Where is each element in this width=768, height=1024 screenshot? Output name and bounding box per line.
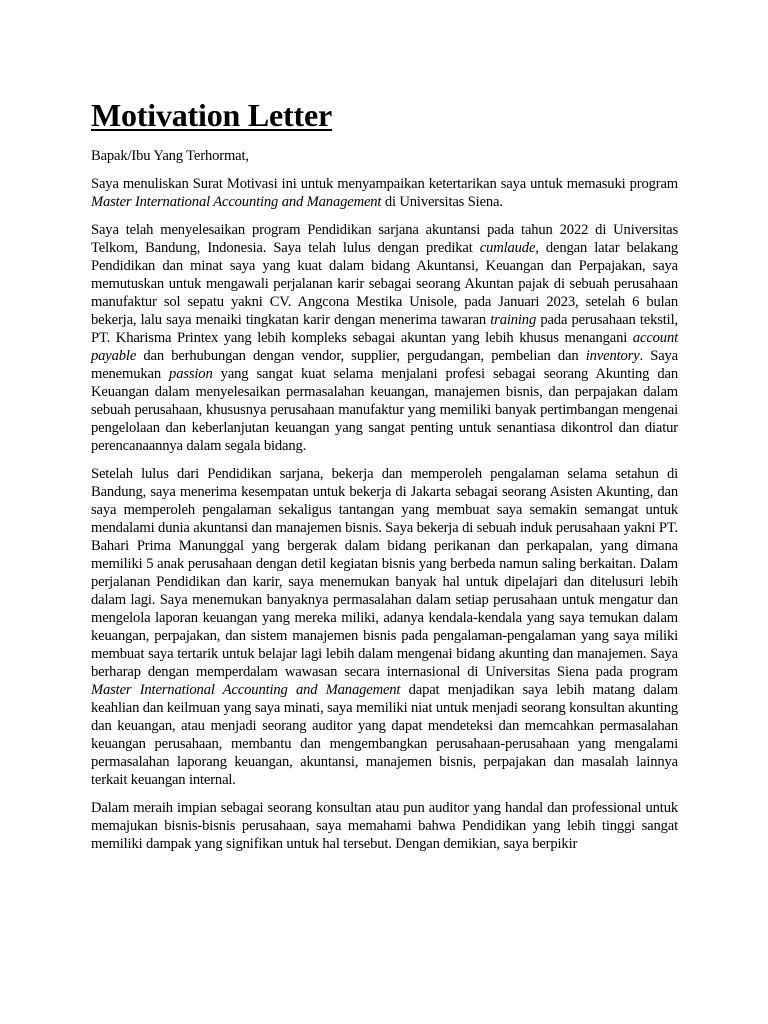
- body-paragraph: [91, 465, 678, 789]
- paragraph-text: Saya menuliskan Surat Motivasi ini untuk menyampaikan ketertarikan saya untuk memasuki program: [91, 176, 678, 192]
- italic-text: passion: [169, 366, 213, 382]
- paragraph-text: di Universitas Siena.: [381, 194, 503, 210]
- italic-text: cumlaude,: [479, 240, 539, 256]
- italic-text: Master International Accounting and Management: [91, 194, 382, 210]
- paragraph-text: pada perusahaan tekstil, PT. Kharisma Printex yang lebih kompleks sebagai akuntan yang lebih khusus menangani: [91, 312, 678, 346]
- paragraph-text: Saya telah menyelesaikan program Pendidikan sarjana akuntansi pada tahun 2022 di Universitas Telkom, Bandung, Indonesia. Saya telah lulus dengan predikat: [91, 222, 678, 256]
- letter-page: [91, 96, 678, 863]
- paragraph-text: yang sangat kuat selama menjalani profesi sebagai seorang Akunting dan Keuangan dalam menyelesaikan permasalahan keuangan, manajemen bisnis, dan perpajakan dalam sebuah perusahaan, khususnya perusahaan manufaktur yang memiliki banyak pertimbangan mengenai pengelolaan dan keberlanjutan keuangan yang sangat penting untuk senantiasa dikontrol dan diatur perencanaannya dalam segala bidang.: [91, 366, 678, 454]
- italic-text: inventory: [585, 348, 640, 364]
- paragraph-text: dan berhubungan dengan vendor, supplier, pergudangan, pembelian dan: [136, 348, 586, 364]
- greeting: Bapak/Ibu Yang Terhormat,: [91, 148, 249, 164]
- paragraph-text: dapat menjadikan saya lebih matang dalam keahlian dan keilmuan yang saya minati, saya memiliki niat untuk menjadi seorang konsultan akunting dan keuangan, atau menjadi seorang auditor yang dapat mendeteksi dan memcahkan permasalahan keuangan perusahaan, membantu dan mengembangkan perusahaan-perusahaan yang mengalami permasalahan laporang keuangan, akuntansi, manajemen bisnis, perpajakan dan masalah lainnya terkait keuangan internal.: [91, 682, 678, 788]
- body-paragraph: [91, 799, 678, 853]
- italic-text: account payable: [91, 330, 678, 364]
- italic-text: training: [490, 312, 537, 328]
- letter-body: [91, 175, 678, 853]
- italic-text: Master International Accounting and Management: [91, 682, 401, 698]
- body-paragraph: [91, 221, 678, 455]
- paragraph-text: Setelah lulus dari Pendidikan sarjana, bekerja dan memperoleh pengalaman selama setahun di Bandung, saya menerima kesempatan untuk bekerja di Jakarta sebagai seorang Asisten Akunting, dan saya memperoleh pengalaman sekaligus tantangan yang membuat saya semakin semangat untuk mendalami dunia akuntansi dan manajemen bisnis. Saya bekerja di sebuah induk perusahaan yakni PT. Bahari Prima Manunggal yang bergerak dalam bidang perikanan dan perkapalan, yang dimana memiliki 5 anak perusahaan dengan detil kegiatan bisnis yang berbeda namun saling berkaitan. Dalam perjalanan Pendidikan dan karir, saya menemukan banyak hal untuk dipelajari dan ditelusuri lebih dalam lagi. Saya menemukan banyaknya permasalahan dalam setiap perusahaan untuk mengatur dan mengelola laporan keuangan yang mereka miliki, adanya kendala-kendala yang saya temukan dalam keuangan, perpajakan, dan sistem manajemen bisnis pada pengalaman-pengalaman yang saya miliki membuat saya tertarik untuk belajar lagi lebih dalam mengenai bidang akunting dan manajemen. Saya berharap dengan memperdalam wawasan secara internasional di Universitas Siena pada program: [91, 466, 678, 680]
- body-paragraph: [91, 175, 678, 211]
- paragraph-text: Dalam meraih impian sebagai seorang konsultan atau pun auditor yang handal dan professional untuk memajukan bisnis-bisnis perusahaan, saya memahami bahwa Pendidikan yang lebih tinggi sangat memiliki dampak yang signifikan untuk hal tersebut. Dengan demikian, saya berpikir: [91, 800, 678, 852]
- document-title: Motivation Letter: [91, 97, 332, 133]
- paragraph-text: dengan latar belakang Pendidikan dan minat saya yang kuat dalam bidang Akuntansi, Keuangan dan Perpajakan, saya memutuskan untuk mengawali perjalanan karir sebagai seorang Akuntan pajak di sebuah perusahaan manufaktur sol sepatu yakni CV. Angcona Mestika Unisole, pada Januari 2023, setelah 6 bulan bekerja, lalu saya menaiki tingkatan karir dengan menerima tawaran: [91, 240, 678, 328]
- paragraph-text: . Saya menemukan: [91, 348, 679, 382]
